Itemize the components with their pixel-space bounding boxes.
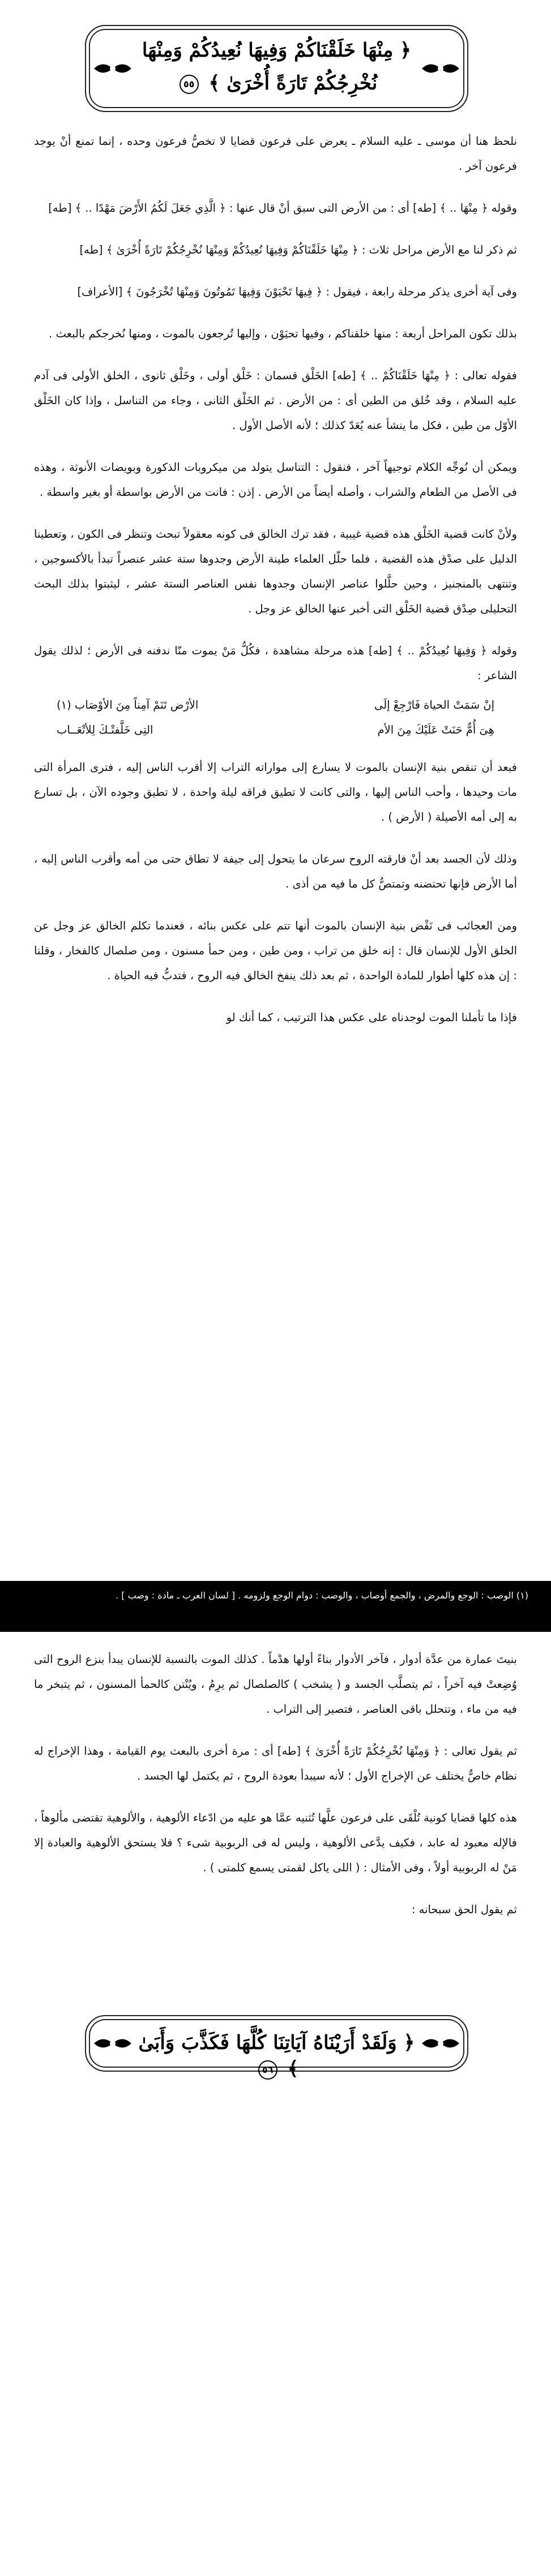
verse-line bbox=[137, 70, 416, 96]
ornament-icon bbox=[421, 2034, 460, 2053]
poem-hemistich: هِىَ أُمٌّ حَنَتْ عَلَيْكَ مِنَ الأم bbox=[377, 723, 494, 736]
paragraph: وقوله ﴿ وَفِيهَا نُعِيدُكُمْ .. ﴾ [طه] هذه مرحلة مشاهدة ، فكُلُّ مَنْ يموت منّا ندفنه فى الأرض ؛ لذلك يقول الشاعر : bbox=[34, 644, 517, 682]
paragraph: نلحظ هنا أن موسى ـ عليه السلام ـ يعرض على فرعون قضايا لا تخصُّ فرعون وحده ، إنما تمنع أنْ يوجد فرعون آخر . bbox=[34, 135, 517, 173]
paragraph: فإذا ما تأملنا الموت لوجدناه على عكس هذا الترتيب ، كما أنك لو bbox=[226, 1011, 517, 1024]
paragraph: وذلك لأن الجسد بعد أنْ فارقته الروح سرعان ما يتحول إلى جيفة لا تطاق حتى من أمه وأقرب الناس إليه ، أما الأرض فإنها تحتضنه وتمتصُّ كل ما فيه من أذى . bbox=[34, 852, 517, 890]
ornament-icon bbox=[421, 59, 460, 78]
paragraph: ويمكن أن نُوجِّه الكلام توجيهاً آخر ، فنقول : التناسل يتولد من ميكروبات الذكورة وبويضات الأنوثة ، وهذه فى الأصل من الطعام والشراب ، وأصله أيضاً من الأرض . إذن : فانت من الأرض بواسطة أو بغير واسطة . bbox=[34, 461, 517, 499]
verse-line-text: نُخْرِجُكُمْ تَارَةً أُخْرَىٰ ﴾ bbox=[208, 72, 378, 95]
verse-number: ٥٦ bbox=[258, 2060, 277, 2080]
paragraph: وقوله ﴿ مِنْهَا .. ﴾ [طه] أى : من الأرض التى سبق أنْ قال عنها : ﴿ الَّذِي جَعَلَ لَكُمُ الأَرْضَ مَهْدًا .. ﴾ [طه] bbox=[48, 202, 517, 215]
poem-verse bbox=[34, 718, 517, 743]
footnote: (١) الوصب : الوجع والمرض ، والجمع أوصاب ، والوصب : دوام الوجع ولزومه . [ لسان العرب ـ مادة : وصب ] . bbox=[116, 1590, 528, 1601]
paragraph: فبعد أن تنقص بنية الإنسان بالموت لا يسارع إلى مواراته التراب إلا أقرب الناس إليه ، فترى المرأة التى مات وحيدها ، وأحب الناس إليها ، والتى كانت لا تطيق فراقه ليلة واحدة ، لا تطيق وجوده الآن ، بل تسارع به إلى أمه الأصيلة ( الأرض ) . bbox=[34, 761, 517, 824]
paragraph: ولأنْ كانت قضية الخَلْق هذه قضية غيبية ، فقد ترك الخالق فى كونه معقولاً تبحث وتنظر فى الكون ، وتعطينا الدليل على صدْق هذه القضية ، فلما حلّل العلماء طينة الأرض وجدوها ستة عشر عنصراً تبدأ بالأكسوجين ، وتنتهى بالمنجنيز ، وحين حلَّلوا عناصر الإنسان وجدوها نفس العناصر الستة عشر ، ليثبتوا بذلك البحث التحليلى صِدْق قضية الخَلْق التى أخبر عنها الخالق عز وجل . bbox=[34, 528, 517, 615]
paragraph: وفى آية أخرى يذكر مرحلة رابعة ، فيقول : ﴿ فِيهَا تَحْيَوْنَ وَفِيهَا تَمُوتُونَ وَمِنْهَا تُخْرَجُونَ ﴾ [الأعراف] bbox=[77, 285, 517, 298]
ornament-icon bbox=[93, 2034, 133, 2053]
verse-number: ٥٥ bbox=[180, 75, 199, 94]
commentary-section-2 bbox=[34, 1647, 517, 1939]
poem-hemistich: التِى خَلَّفتْـكَ لِلأتْعَــاب bbox=[57, 723, 153, 736]
paragraph: ثم يقول تعالى : ﴿ وَمِنْهَا نُخْرِجُكُمْ تَارَةً أُخْرَىٰ ﴾ [طه] أى : مرة أخرى بالبعث يوم القيامة ، وهذا الإخراج له نظام خاصٌّ يختلف عن الإخراج الأول ؛ لأنه سيبدأ بعودة الروح ، ثم يكتمل لها الجسد . bbox=[34, 1745, 517, 1782]
paragraph: ومن العجائب فى نَقْض بنية الإنسان بالموت أنها تتم على عكس بنائه ، فعندما تكلم الخالق عز وجل عن الخلق الأول للإنسان قال : إنه خلق من تراب ، ومن طين ، ومن حمأ مسنون ، ومن صلصال كالفخار ، وقلنا : إن هذه كلها أطوار للمادة الواحدة ، ثم بعد ذلك ينفخ الخالق فيه الروح ، فتدبُّ فيه الحياة . bbox=[34, 919, 517, 982]
poem-hemistich: الأرْض تَنَمْ آمِناً مِنَ الأوْصَاب (١) bbox=[57, 698, 199, 711]
paragraph: فقوله تعالى : ﴿ مِنْهَا خَلَقْنَاكُمْ .. ﴾ [طه] الخَلْق قسمان : خَلْق أولى ، وخَلْق ثانوى ، الخلق الأولى فى آدم عليه السلام ، وقد خُلق من الطين أى : من الأرض . ثم الخَلْق الثانى ، وجاء من التناسل ، وإذا كان الخَلْق الأوّل من طين ، فكل ما ينشأ عنه يُعَدّ كذلك ؛ لأنه الأصل الأول . bbox=[34, 369, 517, 432]
verse-line bbox=[137, 2030, 416, 2082]
verse-banner-bottom bbox=[85, 2015, 468, 2080]
poem-hemistich: إنْ سَمَتْ الحياة فَارْجِعْ إلَى bbox=[374, 698, 494, 711]
footnote-bar bbox=[0, 1581, 551, 1632]
paragraph: بذلك تكون المراحل أربعة : منها خلقناكم ، وفيها تحيَوْن ، وإليها تُرجعون بالموت ، ومنها نُخرجكم بالبعث . bbox=[49, 327, 517, 340]
paragraph: هذه كلها قضايا كونية تُلْقَى على فرعون علَّها تُثنيه عمَّا هو عليه من ادّعاء الألوهية ، والألوهية تقتضى مألوهاً ، فالإله معبود له عابد ، فكيف يدَّعى الألوهية ، وليس له فى الربوبية شىء ؟ فلا يستحق الألوهية والعبادة إلا مَنْ له الربوبية أولاً ، وفى الأمثال : ( اللى ياكل لقمتى يسمع كلمتى ) . bbox=[34, 1811, 517, 1874]
commentary-section-1 bbox=[34, 129, 517, 1047]
ornament-icon bbox=[93, 59, 133, 78]
paragraph: بنيتَ عمارة من عدَّة أدوار ، فآخر الأدوار بناءً أولها هدْماً . كذلك الموت بالنسبة للإنسان يبدأ بنزع الروح التى وُضِعتْ فيه آخراً ، ثم يتصلَّب الجسد و ( يشخب ) كالصلصال ثم يرِمُ ، ويُنْتن كالحمأ المسنون ، ثم يتبخر ما فيه من ماء ، وتتحلل باقى العناصر ، فتصير إلى التراب . bbox=[34, 1653, 517, 1716]
verse-line: ﴿ مِنْهَا خَلَقْنَاكُمْ وَفِيهَا نُعِيدُكُمْ وَمِنْهَا bbox=[142, 39, 412, 62]
verse-line-text: ﴿ وَلَقَدْ أَرَيْنَاهُ آيَاتِنَا كُلَّهَا فَكَذَّبَ وَأَبَىٰ ﴾ bbox=[138, 2031, 415, 2080]
paragraph: ثم يقول الحق سبحانه : bbox=[411, 1903, 517, 1916]
poem-verse bbox=[34, 693, 517, 718]
verse-banner-top bbox=[85, 25, 468, 112]
paragraph: ثم ذكر لنا مع الأرض مراحل ثلاث : ﴿ مِنْهَا خَلَقْنَاكُمْ وَفِيهَا نُعِيدُكُمْ وَمِنْهَا نُخْرِجُكُمْ تَارَةً أُخْرَىٰ ﴾ [طه] bbox=[79, 243, 517, 256]
